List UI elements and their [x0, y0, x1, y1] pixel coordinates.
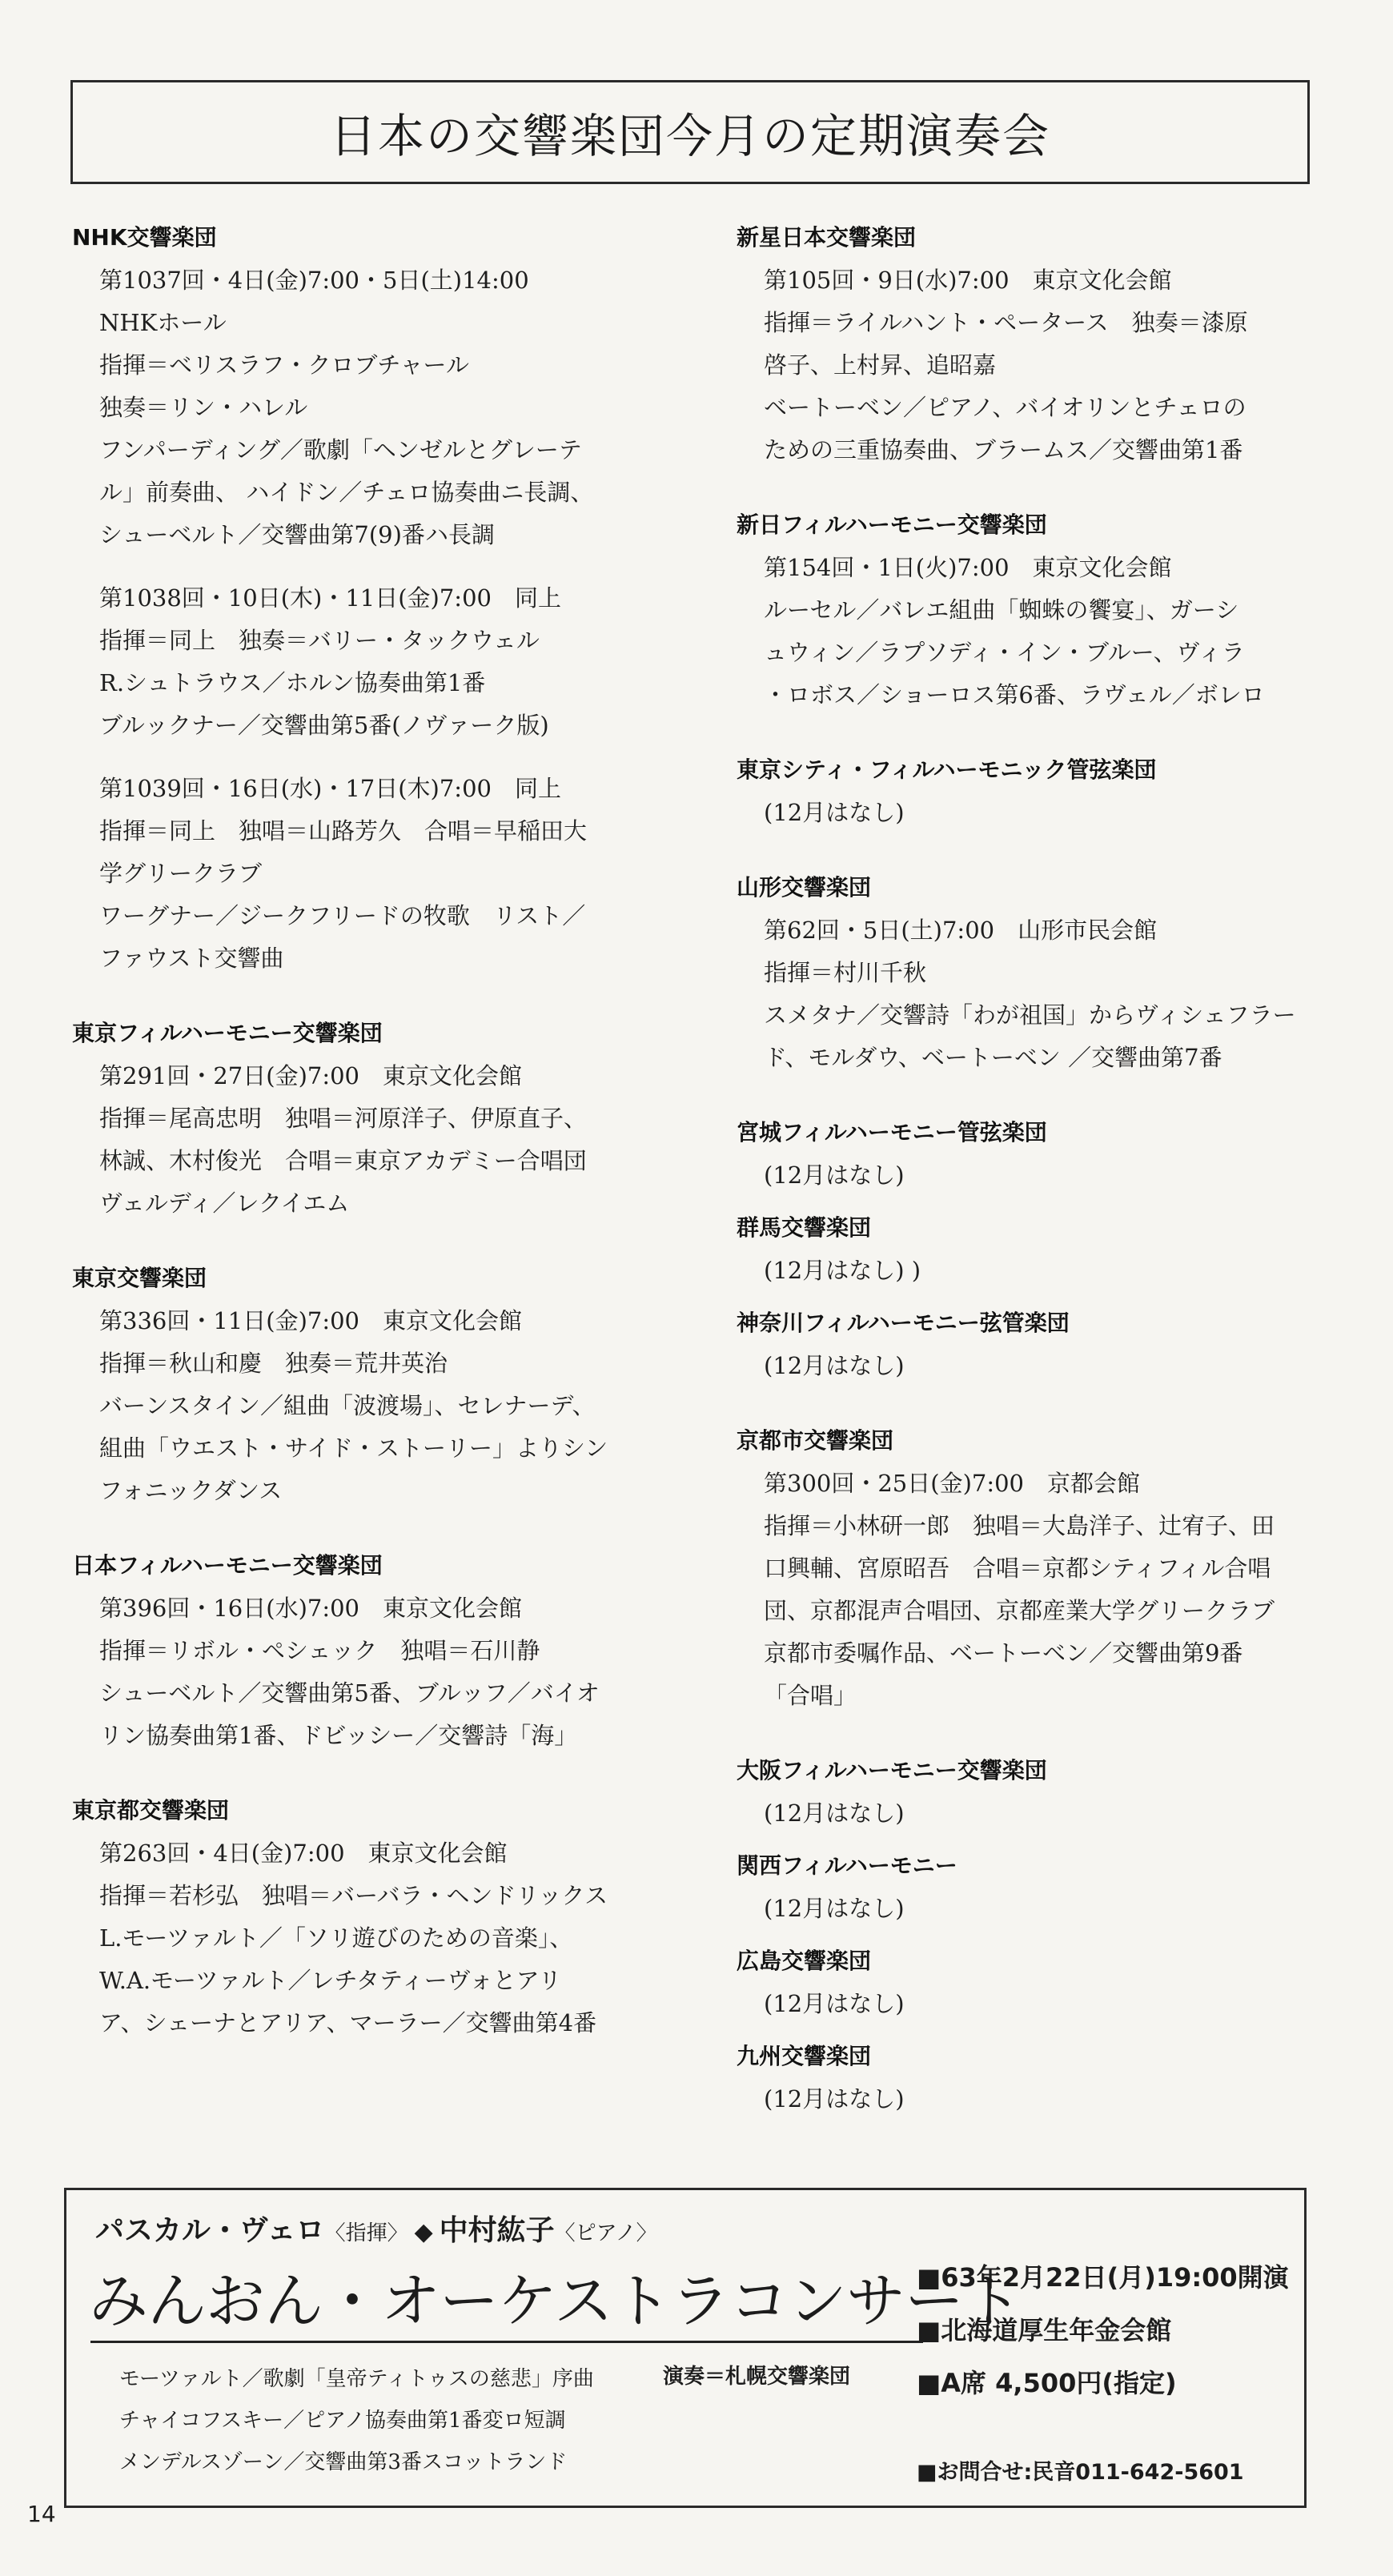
orchestra-name: 東京フィルハーモニー交響楽団 [72, 1020, 383, 1046]
concert-line: ための三重協奏曲、ブラームス／交響曲第1番 [764, 436, 1243, 463]
orchestra-entry [737, 1111, 1329, 1197]
orchestra-entry [737, 2035, 1329, 2121]
orchestra-name: 東京都交響楽団 [72, 1797, 230, 1824]
concert-line: 学グリークラブ [99, 860, 263, 887]
concert-line: ブルックナー／交響曲第5番(ノヴァーク版) [99, 712, 549, 739]
concert-line: 第263回・4日(金)7:00 東京文化会館 [99, 1840, 508, 1867]
page-title: 日本の交響楽団今月の定期演奏会 [329, 109, 1050, 163]
orchestra-name: 大阪フィルハーモニー交響楽団 [737, 1757, 1047, 1784]
orchestra-entry [72, 1789, 680, 2044]
concert-line: スメタナ／交響詩「わが祖国」からヴィシェフラー [764, 1001, 1296, 1029]
concert-line: 啓子、上村昇、追昭嘉 [764, 351, 997, 379]
concert-line: (12月はなし) [764, 1800, 905, 1827]
ad-conductor-name: パスカル・ヴェロ [95, 2214, 325, 2247]
orchestra-name: 神奈川フィルハーモニー弦管楽団 [737, 1310, 1070, 1336]
concert-listing [737, 909, 1329, 1079]
ad-concert-title: みんおん・オーケストラコンサート [89, 2267, 1022, 2336]
orchestra-name: 群馬交響楽団 [737, 1214, 872, 1241]
concert-listing [72, 259, 680, 556]
ad-performer: 演奏＝札幌交響楽団 [663, 2365, 851, 2389]
concert-line: 「合唱」 [764, 1682, 857, 1709]
concert-listing [737, 792, 1329, 834]
concert-listing [737, 1983, 1329, 2025]
concert-listing [737, 1888, 1329, 1930]
concert-line: (12月はなし) [764, 1895, 905, 1922]
concert-line: 指揮＝村川千秋 [764, 959, 927, 986]
concert-line: 団、京都混声合唱団、京都産業大学グリークラブ [764, 1597, 1275, 1624]
concert-line: 第105回・9日(水)7:00 東京文化会館 [764, 267, 1172, 294]
orchestra-name: 新日フィルハーモニー交響楽団 [737, 512, 1047, 538]
orchestra-entry [737, 1940, 1329, 2025]
concert-listing [737, 547, 1329, 716]
orchestra-name: 東京シティ・フィルハーモニック管弦楽団 [737, 756, 1157, 783]
ad-artists [95, 2208, 657, 2249]
orchestra-name: 山形交響楽団 [737, 874, 872, 901]
orchestra-entry [72, 1544, 680, 1757]
orchestra-entry [737, 504, 1329, 716]
ad-pianist-role: 〈ピアノ〉 [554, 2221, 657, 2245]
ad-program-line: メンデルスゾーン／交響曲第3番スコットランド [119, 2450, 568, 2474]
orchestra-entry [72, 1257, 680, 1512]
concert-line: 指揮＝尾高忠明 独唱＝河原洋子、伊原直子、 [99, 1105, 588, 1132]
orchestra-name: 広島交響楽団 [737, 1948, 872, 1974]
left-column [72, 216, 680, 2076]
concert-line: バーンスタイン／組曲「波渡場」、セレナーデ、 [99, 1392, 596, 1419]
concert-line: R.シュトラウス／ホルン協奏曲第1番 [99, 669, 486, 696]
ad-info [917, 2251, 1289, 2409]
concert-line: L.モーツァルト／「ソリ遊びのための音楽」、 [99, 1924, 573, 1952]
title-box [70, 80, 1310, 184]
concert-line: W.A.モーツァルト／レチタティーヴォとアリ [99, 1967, 562, 1994]
concert-listing [72, 1055, 680, 1225]
orchestra-entry [737, 1844, 1329, 1930]
orchestra-entry [737, 1206, 1329, 1292]
concert-advertisement [64, 2188, 1307, 2508]
ad-title-underline [90, 2341, 923, 2343]
orchestra-entry [72, 1012, 680, 1225]
ad-venue: ■北海道厚生年金会館 [917, 2315, 1172, 2345]
concert-line: 林誠、木村俊光 合唱＝東京アカデミー合唱団 [99, 1147, 587, 1174]
page-number: 14 [27, 2501, 56, 2527]
concert-line: 指揮＝同上 独唱＝山路芳久 合唱＝早稲田大 [99, 817, 588, 845]
orchestra-entry [737, 1749, 1329, 1835]
concert-line: 第154回・1日(火)7:00 東京文化会館 [764, 554, 1172, 581]
concert-line: 第396回・16日(水)7:00 東京文化会館 [99, 1595, 523, 1622]
concert-listing [737, 1250, 1329, 1292]
concert-line: ワーグナー／ジークフリードの牧歌 リスト／ [99, 902, 586, 929]
right-column [737, 216, 1329, 2130]
concert-line: NHKホール [99, 309, 227, 336]
concert-line: 指揮＝同上 独奏＝バリー・タックウェル [99, 627, 540, 654]
orchestra-name: 東京交響楽団 [72, 1265, 207, 1291]
orchestra-name: 日本フィルハーモニー交響楽団 [72, 1552, 383, 1579]
ad-price: ■A席 4,500円(指定) [917, 2368, 1177, 2398]
concert-line: 第1037回・4日(金)7:00・5日(土)14:00 [99, 267, 529, 294]
concert-listing [737, 1345, 1329, 1387]
concert-line: 第62回・5日(土)7:00 山形市民会館 [764, 917, 1158, 944]
concert-line: ル」前奏曲、 ハイドン／チェロ協奏曲ニ長調、 [99, 479, 594, 506]
concert-line: ヴェルディ／レクイエム [99, 1190, 350, 1217]
concert-listing [737, 259, 1329, 471]
concert-line: 指揮＝若杉弘 独唱＝バーバラ・ヘンドリックス [99, 1882, 608, 1909]
concert-listing [72, 577, 680, 747]
concert-listing [72, 1832, 680, 2044]
concert-line: ベートーベン／ピアノ、バイオリンとチェロの [764, 394, 1246, 421]
ad-program-line: モーツァルト／歌劇「皇帝ティトゥスの慈悲」序曲 [119, 2367, 594, 2391]
concert-line: 指揮＝ベリスラフ・クロブチャール [99, 351, 469, 379]
orchestra-name: 京都市交響楽団 [737, 1427, 894, 1454]
concert-line: (12月はなし) [764, 1162, 905, 1189]
concert-line: シューベルト／交響曲第5番、ブルッフ／バイオ [99, 1679, 600, 1707]
concert-line: フォニックダンス [99, 1477, 283, 1504]
concert-line: 指揮＝小林研一郎 独唱＝大島洋子、辻宥子、田 [764, 1512, 1275, 1539]
concert-line: 組曲「ウエスト・サイド・ストーリー」よりシン [99, 1434, 608, 1462]
concert-line: 京都市委嘱作品、ベートーベン／交響曲第9番 [764, 1639, 1243, 1667]
concert-line: リン協奏曲第1番、ドビッシー／交響詩「海」 [99, 1722, 578, 1749]
concert-line: シューベルト／交響曲第7(9)番ハ長調 [99, 521, 495, 548]
concert-listing [72, 1587, 680, 1757]
concert-line: ・ロボス／ショーロス第6番、ラヴェル／ボレロ [764, 681, 1265, 708]
concert-listing [737, 2078, 1329, 2121]
orchestra-entry [737, 1419, 1329, 1717]
concert-line: 指揮＝ライルハント・ペータース 独奏＝漆原 [764, 309, 1248, 336]
ad-date: ■63年2月22日(月)19:00開演 [917, 2262, 1289, 2293]
orchestra-name: NHK交響楽団 [72, 224, 217, 251]
concert-line: 第336回・11日(金)7:00 東京文化会館 [99, 1307, 523, 1334]
concert-listing [737, 1154, 1329, 1197]
concert-line: 第1039回・16日(水)・17日(木)7:00 同上 [99, 775, 561, 802]
concert-line: ファウスト交響曲 [99, 945, 284, 972]
concert-line: 第300回・25日(金)7:00 京都会館 [764, 1470, 1141, 1497]
concert-line: 指揮＝秋山和慶 独奏＝荒井英治 [99, 1350, 448, 1377]
concert-line: ア、シェーナとアリア、マーラー／交響曲第4番 [99, 2009, 597, 2036]
ad-conductor-role: 〈指揮〉 [324, 2221, 408, 2245]
ad-program [119, 2358, 594, 2483]
orchestra-name: 九州交響楽団 [737, 2043, 872, 2069]
concert-line: (12月はなし) [764, 799, 905, 826]
concert-line: 指揮＝リボル・ペシェック 独唱＝石川静 [99, 1637, 540, 1664]
concert-line: ルーセル／バレエ組曲「蜘蛛の饗宴」、ガーシ [764, 596, 1239, 624]
concert-line: (12月はなし) [764, 1352, 905, 1379]
diamond-icon: ◆ [414, 2218, 433, 2246]
orchestra-entry [737, 1302, 1329, 1387]
concert-line: フンパーディング／歌劇「ヘンゼルとグレーテ [99, 436, 582, 463]
concert-line: ュウィン／ラプソディ・イン・ブルー、ヴィラ [764, 639, 1245, 666]
concert-listing [737, 1792, 1329, 1835]
ad-contact: ■お問合せ:民音011-642-5601 [917, 2460, 1244, 2485]
concert-line: 口興輔、宮原昭吾 合唱＝京都シティフィル合唱 [764, 1555, 1271, 1582]
orchestra-entry [737, 216, 1329, 471]
concert-listing [72, 768, 680, 980]
concert-listing [72, 1300, 680, 1512]
concert-line: 独奏＝リン・ハレル [99, 394, 308, 421]
orchestra-name: 宮城フィルハーモニー管弦楽団 [737, 1119, 1047, 1146]
orchestra-entry [72, 216, 680, 980]
ad-program-line: チャイコフスキー／ピアノ協奏曲第1番変ロ短調 [119, 2409, 566, 2433]
orchestra-entry [737, 866, 1329, 1079]
concert-line: ド、モルダウ、ベートーベン ／交響曲第7番 [764, 1044, 1222, 1071]
concert-line: (12月はなし) ) [764, 1257, 921, 1284]
concert-line: (12月はなし) [764, 1990, 905, 2017]
orchestra-entry [737, 748, 1329, 834]
concert-listing [737, 1463, 1329, 1717]
concert-line: 第1038回・10日(木)・11日(金)7:00 同上 [99, 584, 561, 612]
concert-line: 第291回・27日(金)7:00 東京文化会館 [99, 1062, 523, 1089]
ad-pianist-name: 中村紘子 [439, 2214, 555, 2247]
orchestra-name: 関西フィルハーモニー [737, 1852, 957, 1879]
orchestra-name: 新星日本交響楽団 [737, 224, 917, 251]
concert-line: (12月はなし) [764, 2085, 905, 2113]
